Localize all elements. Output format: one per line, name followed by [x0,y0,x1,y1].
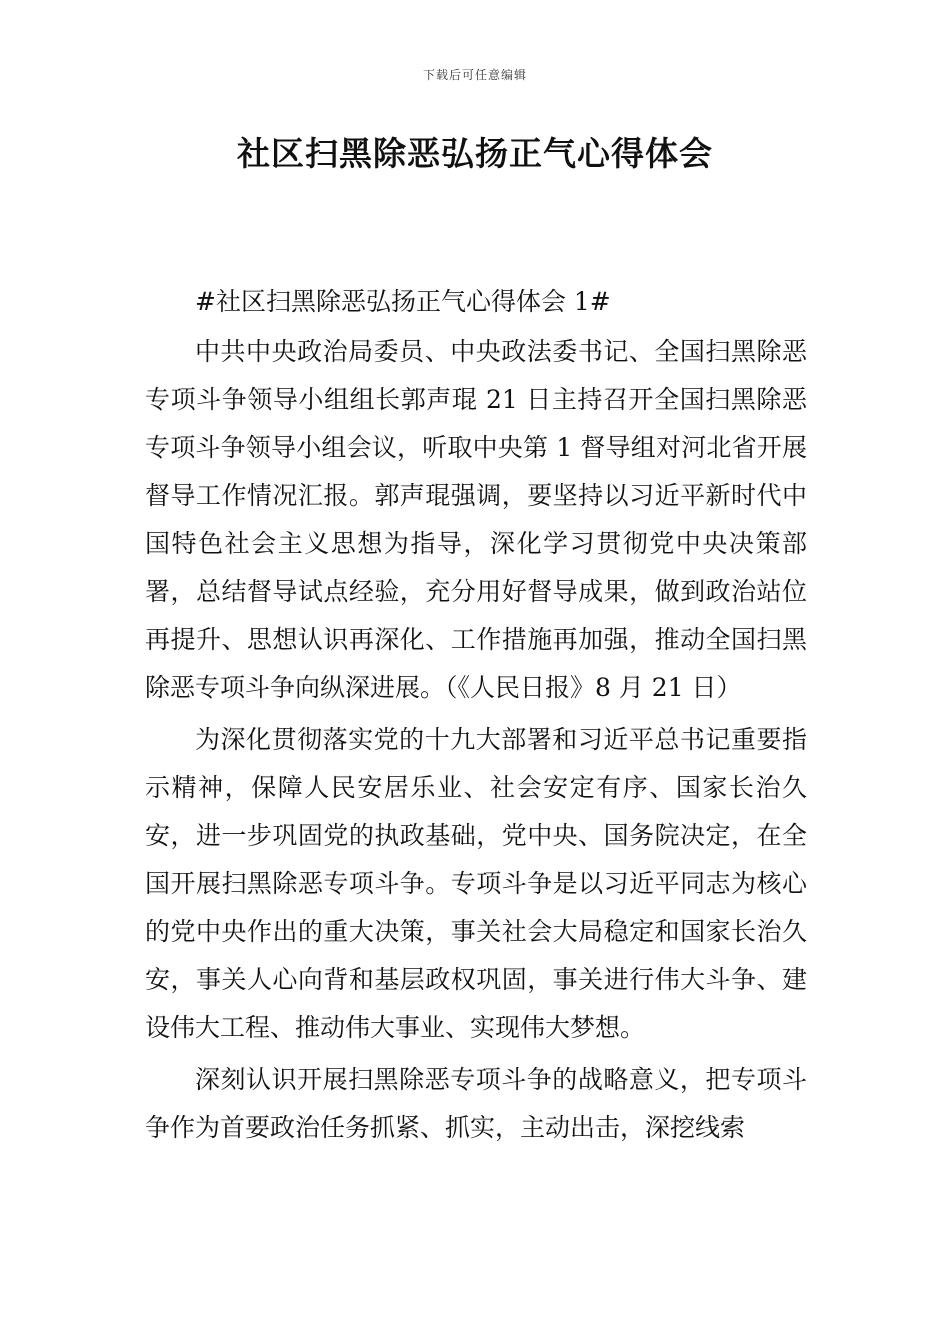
paragraph-3: 深刻认识开展扫黑除恶专项斗争的战略意义，把专项斗争作为首要政治任务抓紧、抓实，主动出击，深挖线索 [145,1065,807,1142]
page-title: 社区扫黑除恶弘扬正气心得体会 [237,134,713,173]
document-body [145,278,807,1156]
header-note: 下载后可任意编辑 [422,68,527,82]
paragraph-2: 为深化贯彻落实党的十九大部署和习近平总书记重要指示精神，保障人民安居乐业、社会安定有序、国家长治久安，进一步巩固党的执政基础，党中央、国务院决定，在全国开展扫黑除恶专项斗争。专项斗争是以习近平同志为核心的党中央作出的重大决策，事关社会大局稳定和国家长治久安，事关人心向背和基层政权巩固，事关进行伟大斗争、建设伟大工程、推动伟大事业、实现伟大梦想。 [145,725,807,1042]
section-heading: #社区扫黑除恶弘扬正气心得体会 1# [195,287,611,316]
paragraph-1: 中共中央政治局委员、中央政法委书记、全国扫黑除恶专项斗争领导小组组长郭声琨 21 日主持召开全国扫黑除恶专项斗争领导小组会议，听取中央第 1 督导组对河北省开展督导工作情况汇报。郭声琨强调，要坚持以习近平新时代中国特色社会主义思想为指导，深化学习贯彻党中央决策部署，总结督导试点经验，充分用好督导成果，做到政治站位再提升、思想认识再深化、工作措施再加强，推动全国扫黑除恶专项斗争向纵深进展。（《人民日报》8 月 21 日） [145,337,807,702]
